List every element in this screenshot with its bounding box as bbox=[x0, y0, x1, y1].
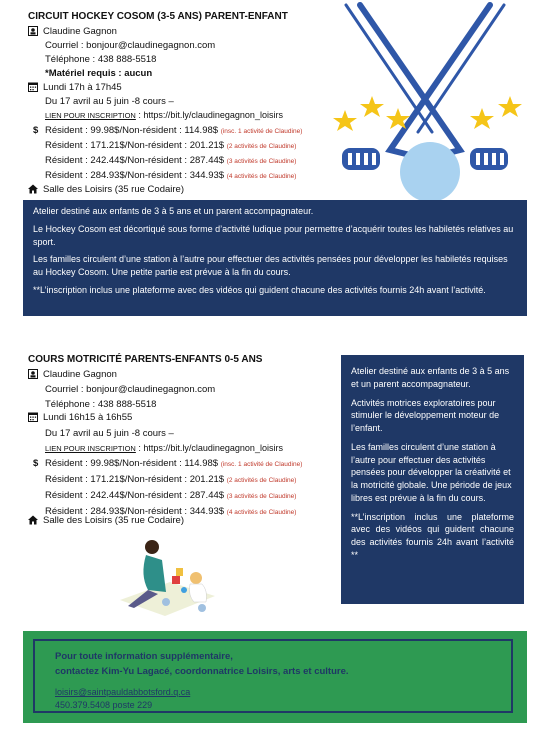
contact-card-icon bbox=[28, 26, 38, 36]
section2-description-paragraph: Atelier destiné aux enfants de 3 à 5 ans et un parent accompagnateur. bbox=[351, 366, 510, 389]
section2-price-row bbox=[45, 490, 296, 501]
section2-schedule: Lundi 16h15 à 16h55 bbox=[43, 412, 133, 423]
section1-phone: Téléphone : 438 888-5518 bbox=[45, 54, 157, 65]
section2-price-note: (insc. 1 activité de Claudine) bbox=[220, 461, 303, 468]
footer-text bbox=[55, 650, 349, 679]
section2-price-main: Résident : 242.44$/Non-résident : 287.44$ bbox=[45, 490, 225, 501]
section2-description-paragraph: Les familles circulent d’une station à l’autre pour effectuer des activités pensées pour développer la créativité et la motricité globale. Une période de jeux libres est prévue à la fin du cours. bbox=[351, 441, 512, 503]
section2-schedule-row bbox=[28, 412, 132, 423]
section2-link-row bbox=[45, 443, 283, 454]
calendar-icon bbox=[28, 82, 38, 92]
section2-dates: Du 17 avril au 5 juin -8 cours – bbox=[45, 428, 174, 439]
section1-description-box bbox=[23, 200, 527, 316]
section2-description-box bbox=[341, 355, 524, 604]
section2-price-note: (3 activités de Claudine) bbox=[226, 493, 297, 500]
section2-price-note: (4 activités de Claudine) bbox=[226, 509, 297, 516]
section1-link-row bbox=[45, 110, 283, 121]
section1-contact-row bbox=[28, 26, 117, 37]
section1-description-paragraph: Les familles circulent d’une station à l’autre pour effectuer des activités pensées pour développer les habiletés requises au Hockey Cosom. Une petite partie est prévue à la fin du cours. bbox=[33, 254, 508, 278]
section1-price-main: Résident : 99.98$/Non-résident : 114.98$ bbox=[45, 125, 219, 136]
section2-contact-row bbox=[28, 369, 117, 380]
section1-description-paragraph: **L’inscription inclus une plateforme avec des vidéos qui guident chacune des activités fournis 24h avant l’activité. bbox=[33, 284, 486, 295]
section2-price-main: Résident : 284.93$/Non-résident : 344.93$ bbox=[45, 506, 225, 517]
section1-price-note: (4 activités de Claudine) bbox=[226, 173, 297, 180]
footer-phone: 450.379.5408 poste 229 bbox=[55, 700, 153, 710]
section2-price-main: Résident : 99.98$/Non-résident : 114.98$ bbox=[45, 458, 219, 469]
section1-contact-name: Claudine Gagnon bbox=[43, 26, 117, 37]
hockey-sticks-illustration bbox=[330, 0, 540, 205]
section1-price-note: (2 activités de Claudine) bbox=[226, 143, 297, 150]
section2-phone: Téléphone : 438 888-5518 bbox=[45, 399, 157, 410]
section2-location: Salle des Loisirs (35 rue Codaire) bbox=[43, 515, 184, 526]
section1-price-main: Résident : 284.93$/Non-résident : 344.93$ bbox=[45, 170, 225, 181]
section1-schedule-row bbox=[28, 82, 122, 93]
section2-price-note: (2 activités de Claudine) bbox=[226, 477, 297, 484]
section2-contact-name: Claudine Gagnon bbox=[43, 369, 117, 380]
footer-box bbox=[23, 631, 527, 723]
home-icon bbox=[28, 515, 38, 525]
footer-line1: Pour toute information supplémentaire, bbox=[55, 651, 233, 662]
section1-price-main: Résident : 171.21$/Non-résident : 201.21$ bbox=[45, 140, 225, 151]
section1-materiel: *Matériel requis : aucun bbox=[45, 68, 153, 79]
registration-link-label[interactable]: LIEN POUR INSCRIPTION bbox=[45, 111, 136, 120]
calendar-icon bbox=[28, 412, 38, 422]
section1-price-note: (insc. 1 activité de Claudine) bbox=[220, 128, 303, 135]
parent-child-illustration bbox=[110, 530, 220, 620]
registration-link-url[interactable]: : https://bit.ly/claudinegagnon_loisirs bbox=[135, 110, 283, 120]
section2-price-row bbox=[33, 458, 302, 469]
section1-title: CIRCUIT HOCKEY COSOM (3-5 ANS) PARENT-ENFANT bbox=[28, 11, 288, 22]
section1-location: Salle des Loisirs (35 rue Codaire) bbox=[43, 184, 184, 195]
section2-email: Courriel : bonjour@claudinegagnon.com bbox=[45, 384, 216, 395]
section2-location-row bbox=[28, 515, 184, 526]
section1-price-main: Résident : 242.44$/Non-résident : 287.44$ bbox=[45, 155, 225, 166]
section1-schedule: Lundi 17h à 17h45 bbox=[43, 82, 122, 93]
contact-card-icon bbox=[28, 369, 38, 379]
section2-description-paragraph: **L’inscription inclus une plateforme avec des vidéos qui guident chacune des activités fournis 24h avant l’activité ** bbox=[351, 511, 514, 560]
footer-inner-frame bbox=[33, 639, 513, 713]
section2-price-main: Résident : 171.21$/Non-résident : 201.21$ bbox=[45, 474, 225, 485]
section1-price-row bbox=[45, 140, 296, 151]
home-icon bbox=[28, 184, 38, 194]
section2-price-row bbox=[45, 474, 296, 485]
registration-link-url[interactable]: : https://bit.ly/claudinegagnon_loisirs bbox=[135, 443, 283, 453]
registration-link-label[interactable]: LIEN POUR INSCRIPTION bbox=[45, 444, 136, 453]
section2-description-paragraph: Activités motrices exploratoires pour stimuler le développement moteur de l’enfant. bbox=[351, 397, 500, 434]
section1-location-row bbox=[28, 184, 184, 195]
section1-email: Courriel : bonjour@claudinegagnon.com bbox=[45, 40, 216, 51]
footer-email-link[interactable]: loisirs@saintpauldabbotsford.q.ca bbox=[55, 687, 191, 697]
dollar-icon: $ bbox=[33, 125, 39, 136]
section1-price-row bbox=[45, 155, 296, 166]
section1-price-row bbox=[45, 170, 296, 181]
dollar-icon: $ bbox=[33, 458, 39, 469]
section1-dates: Du 17 avril au 5 juin -8 cours – bbox=[45, 96, 174, 107]
section2-title: COURS MOTRICITÉ PARENTS-ENFANTS 0-5 ANS bbox=[28, 354, 263, 365]
section1-price-row bbox=[33, 125, 302, 136]
section1-description-paragraph: Atelier destiné aux enfants de 3 à 5 ans et un parent accompagnateur. bbox=[33, 206, 314, 216]
section1-description-paragraph: Le Hockey Cosom est décortiqué sous forme d’activité ludique pour permettre d’acquérir toutes les habiletés relatives au sport. bbox=[33, 223, 514, 247]
footer-line2: contactez Kim-Yu Lagacé, coordonnatrice Loisirs, arts et culture. bbox=[55, 665, 349, 677]
section1-price-note: (3 activités de Claudine) bbox=[226, 158, 297, 165]
